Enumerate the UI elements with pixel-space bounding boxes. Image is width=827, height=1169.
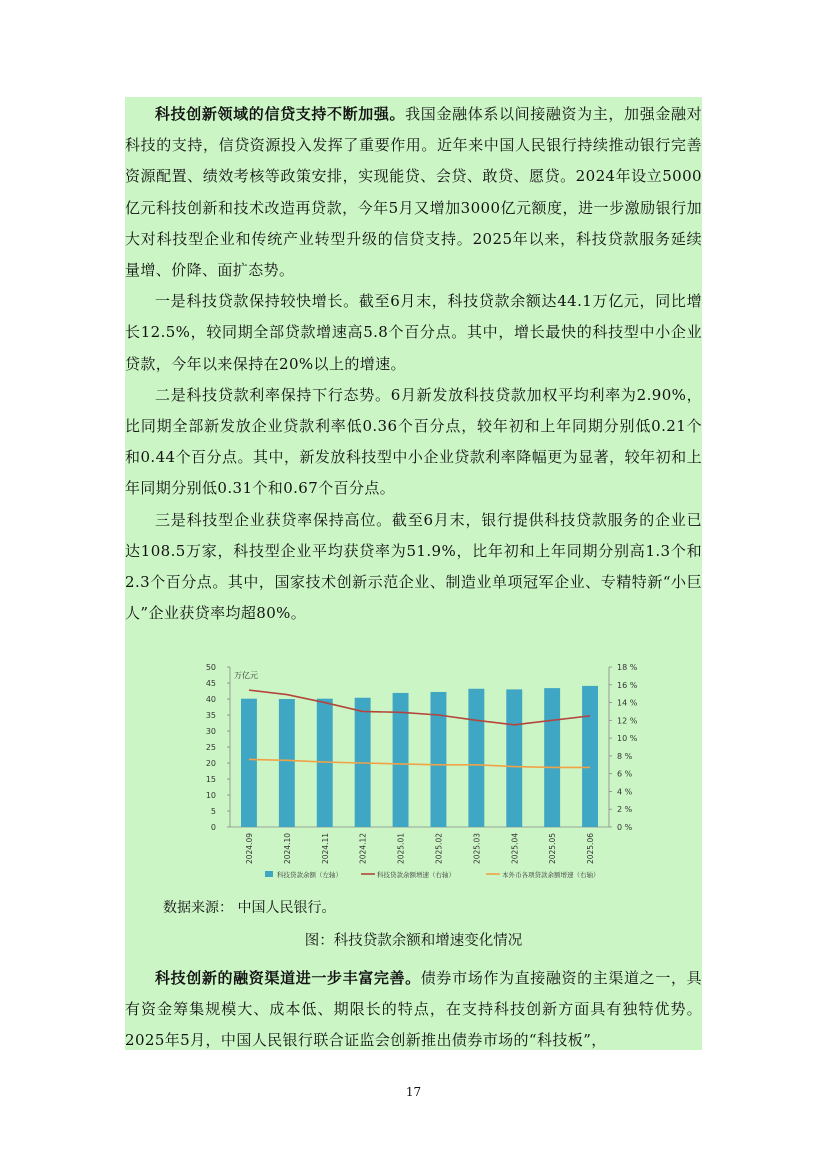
x-tick-label: 2025.06 — [586, 833, 596, 865]
paragraph-1 — [125, 99, 702, 286]
right-tick-label: 14 % — [617, 698, 638, 708]
left-tick-label: 25 — [205, 743, 216, 752]
paragraph-5-body: 债券市场作为直接融资的主渠道之一，具有资金筹集规模大、成本低、期限长的特点，在支持科技创新方面具有独特优势。2025年5月，中国人民银行联合证监会创新推出债券市场的“科技板”， — [125, 969, 702, 1050]
bar — [279, 699, 295, 827]
right-tick-label: 10 % — [617, 734, 638, 744]
x-tick-label: 2024.09 — [244, 833, 254, 865]
paragraph-3: 二是科技贷款利率保持下行态势。6月新发放科技贷款加权平均利率为2.90%，比同期全部新发放企业贷款利率低0.36个百分点，较年初和上年同期分别低0.21个和0.44个百分点。其中，新发放科技型中小企业贷款利率降幅更为显著，较年初和上年同期分别低0.31个和0.67个百分点。 — [125, 385, 702, 498]
paragraph-1-lead: 科技创新领域的信贷支持不断加强。 — [155, 105, 406, 123]
bar — [241, 699, 257, 827]
bar — [468, 689, 484, 827]
x-tick-label: 2025.03 — [472, 833, 482, 865]
x-tick-label: 2024.11 — [320, 833, 330, 865]
body-text-top — [125, 99, 702, 629]
figure-caption: 图：科技贷款余额和增速变化情况 — [304, 933, 523, 949]
legend-swatch-bar — [265, 871, 273, 877]
paragraph-1-body: 我国金融体系以间接融资为主，加强金融对科技的支持，信贷资源投入发挥了重要作用。近年来中国人民银行持续推动银行完善资源配置、绩效考核等政策安排，实现能贷、会贷、敢贷、愿贷。2024年设立5000亿元科技创新和技术改造再贷款，今年5月又增加3000亿元额度，进一步激励银行加大对科技型企业和传统产业转型升级的信贷支持。2025年以来，科技贷款服务延续量增、价降、面扩态势。 — [125, 105, 703, 280]
left-tick-label: 35 — [205, 711, 216, 720]
series-line — [249, 759, 590, 767]
y-axis-label: 万亿元 — [234, 671, 258, 680]
paragraph-2: 一是科技贷款保持较快增长。截至6月末，科技贷款余额达44.1万亿元，同比增长12.5%，较同期全部贷款增速高5.8个百分点。其中，增长最快的科技型中小企业贷款，今年以来保持在20%以上的增速。 — [125, 292, 702, 373]
bar — [430, 692, 446, 827]
loan-chart — [125, 655, 702, 887]
x-tick-label: 2025.01 — [396, 833, 406, 865]
series-line — [249, 690, 590, 725]
loan-chart-svg — [125, 655, 702, 887]
page-number: 17 — [405, 1085, 422, 1099]
right-tick-label: 0 % — [617, 823, 633, 832]
bar — [506, 689, 522, 827]
right-tick-label: 8 % — [617, 751, 633, 761]
right-tick-label: 6 % — [617, 769, 633, 779]
paragraph-5-lead: 科技创新的融资渠道进一步丰富完善。 — [155, 969, 421, 987]
left-tick-label: 5 — [210, 807, 216, 816]
left-tick-label: 20 — [205, 759, 216, 768]
left-tick-label: 45 — [205, 679, 216, 688]
left-tick-label: 50 — [205, 663, 216, 672]
right-tick-label: 4 % — [617, 787, 633, 797]
x-tick-label: 2025.05 — [548, 833, 558, 865]
data-source: 数据来源： 中国人民银行。 — [163, 900, 336, 916]
right-tick-label: 18 % — [617, 663, 638, 672]
left-tick-label: 40 — [205, 695, 216, 704]
bar — [544, 688, 560, 827]
legend-label: 科技贷款余额（左轴） — [277, 871, 342, 879]
x-tick-label: 2024.12 — [358, 833, 368, 865]
left-tick-label: 15 — [205, 775, 216, 784]
left-tick-label: 10 — [205, 791, 216, 800]
x-tick-label: 2025.02 — [434, 833, 444, 865]
paragraph-4: 三是科技型企业获贷率保持高位。截至6月末，银行提供科技贷款服务的企业已达108.5万家，科技型企业平均获贷率为51.9%，比年初和上年同期分别高1.3个和2.3个百分点。其中，国家技术创新示范企业、制造业单项冠军企业、专精特新“小巨人”企业获贷率均超80%。 — [125, 510, 702, 623]
x-tick-label: 2024.10 — [282, 833, 292, 865]
x-tick-label: 2025.04 — [510, 833, 520, 865]
bar — [582, 686, 598, 827]
right-tick-label: 16 % — [617, 680, 638, 690]
right-tick-label: 12 % — [617, 716, 638, 726]
legend-label: 本外币各项贷款余额增速（右轴） — [502, 871, 600, 879]
left-tick-label: 30 — [205, 727, 216, 736]
right-tick-label: 2 % — [617, 805, 633, 815]
paragraph-5 — [125, 963, 702, 1057]
body-text-bottom — [125, 963, 702, 1057]
legend-label: 科技贷款余额增速（右轴） — [377, 871, 455, 879]
left-tick-label: 0 — [210, 823, 216, 832]
